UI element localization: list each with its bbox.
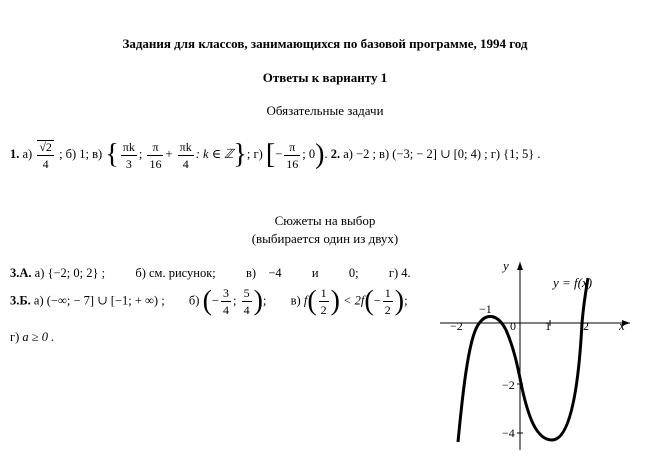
denominator: 3 (125, 156, 132, 171)
section-subtitle-choice: (выбирается один из двух) (251, 231, 399, 246)
problem-1a-label: а) (22, 146, 33, 161)
numerator: 5 (243, 286, 250, 300)
set-condition: : k ∈ ℤ (195, 146, 234, 161)
denominator: 4 (222, 303, 229, 317)
fraction-pi-16 (147, 141, 163, 170)
problem-3b-label: 3.Б. (10, 293, 31, 308)
answer-line-3a (10, 266, 411, 281)
fraction-pik-3 (121, 141, 137, 170)
section-title-choice: Сюжеты на выбор (274, 213, 376, 228)
problem-2-label: 2. (330, 146, 341, 161)
numerator: 3 (222, 286, 229, 300)
problem-3b-g: г) (10, 330, 20, 344)
answer-line-3b: 3.Б. а) (−∞; − 7] ∪ [−1; + ∞) ; б) (− $\frac{3}{4}$ ; $\frac{5}{4}$ ); в) f( $\frac{1}{2}$ ) < 2f(− $\frac{1}{2}$ ); (10, 285, 408, 317)
problem-3a-b: б) см. рисунок; (135, 266, 216, 280)
tick-y-minus4: −4 (502, 426, 515, 440)
y-axis-label: y (503, 258, 509, 273)
denominator: 4 (243, 303, 250, 317)
problem-3a-v: в) (246, 266, 257, 280)
fraction-pik-4 (178, 141, 194, 170)
right-paren: ) (315, 139, 325, 170)
problem-3b-b: б) (188, 293, 200, 308)
numerator: 1 (384, 286, 391, 300)
page-title: Задания для классов, занимающихся по базовой программе, 1994 год (122, 36, 528, 51)
problem-3a-v1: −4 (268, 266, 282, 280)
tick-y-minus1: −1 (479, 302, 492, 316)
right-paren: ) (394, 285, 405, 317)
problem-3a-g: г) 4. (388, 266, 411, 280)
problem-3a-v2: 0; (348, 266, 359, 280)
problem-3a-and: и (311, 266, 319, 280)
right-paren: ) (253, 285, 263, 317)
function-f: f (303, 293, 308, 308)
denominator: 16 (286, 156, 299, 171)
function-label: y = f(x) (553, 275, 593, 290)
function-curve (458, 278, 588, 442)
problem-2-text: а) −2 ; в) (−3; − 2] ∪ [0; 4) ; г) {1; 5} . (343, 146, 541, 161)
numerator: πk (179, 139, 192, 154)
left-bracket: [ (265, 139, 276, 170)
denominator: 16 (149, 156, 162, 171)
numerator: √2 (39, 140, 52, 154)
tick-y-minus2: −2 (502, 378, 515, 392)
left-brace: { (105, 139, 119, 170)
problem-1-label: 1. (10, 146, 20, 161)
denominator: 4 (182, 156, 189, 171)
fraction-sqrt2-4 (37, 140, 54, 170)
fraction-pi-16-neg (284, 141, 300, 170)
problem-3b-v: в) (290, 293, 301, 308)
fraction-1-2-neg (383, 287, 393, 316)
problem-1g-label: ; г) (246, 146, 263, 161)
x-axis-label: x (619, 318, 625, 333)
answer-line-1-2: 1. а) $\frac{√2}{4}$ ; б) 1; в) { $\frac{\pi k}{3}$ ; $\frac{\pi}{16}$ + $\frac{\pi k}{4}$ : k ∈ ℤ}; г) [− $\frac{\pi}{16}$ ; 0). 2. а) −2 ; в) (−3; − 2] ∪ [0; 4) ; г) {1; 5} . (10, 139, 541, 171)
fraction-5-4 (242, 287, 252, 316)
problem-3a-a: а) {−2; 0; 2} ; (34, 266, 106, 280)
numerator: π (147, 141, 163, 156)
inequality-middle: < 2f (343, 293, 365, 308)
problem-1b-text: ; б) 1; в) (59, 146, 103, 161)
denominator: 2 (320, 303, 327, 317)
left-paren: ( (364, 285, 374, 317)
left-paren: ( (202, 285, 212, 317)
problem-3b-a: а) (−∞; − 7] ∪ [−1; + ∞) ; (33, 293, 165, 308)
tick-x-0: 0 (510, 319, 516, 333)
denominator: 4 (42, 157, 49, 171)
problem-3a-label: 3.А. (10, 266, 32, 280)
numerator: 1 (320, 286, 327, 300)
fraction-3-4 (221, 287, 231, 316)
tick-x-2: 2 (583, 319, 589, 333)
right-brace: } (233, 139, 247, 170)
page-subtitle: Ответы к варианту 1 (262, 70, 388, 85)
tick-x-minus2: −2 (450, 319, 463, 333)
fraction-1-2 (319, 287, 329, 316)
denominator: 2 (384, 303, 391, 317)
numerator: π (284, 141, 300, 156)
interval-end: ; 0 (302, 146, 316, 161)
tick-x-1: 1 (545, 319, 551, 333)
y-axis-arrow (517, 262, 523, 270)
function-graph (440, 250, 645, 455)
problem-3b-g-expr: a ≥ 0 . (22, 330, 55, 344)
left-paren: ( (307, 285, 317, 317)
right-paren: ) (330, 285, 340, 317)
section-title-required: Обязательные задачи (266, 103, 384, 118)
answer-line-3b-g (10, 330, 54, 345)
numerator: πk (122, 139, 135, 154)
